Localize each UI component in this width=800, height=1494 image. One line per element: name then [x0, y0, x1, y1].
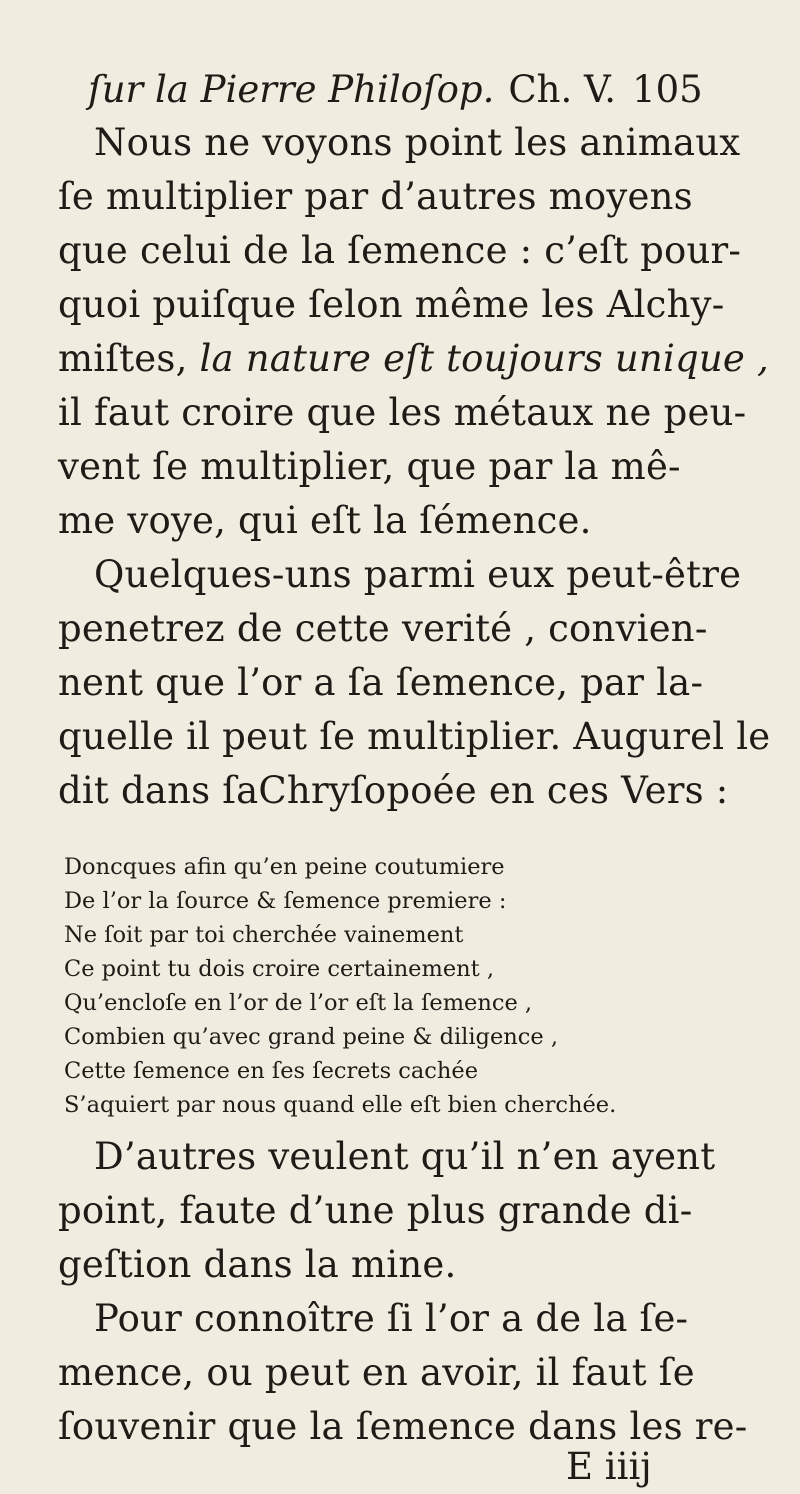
verse-line: Doncques afin qu’en peine coutumiere [64, 854, 505, 880]
text-line: ſe multiplier par d’autres moyens [58, 175, 693, 218]
text-line: me voye, qui eſt la ſémence. [58, 499, 592, 542]
text-line: Pour connoître ſi l’or a de la ſe- [94, 1297, 689, 1340]
verse-line: Qu’encloſe en l’or de l’or eſt la ſemence , [64, 990, 533, 1016]
text-line: il faut croire que les métaux ne peu- [58, 391, 747, 434]
verse-line: S’aquiert par nous quand elle eſt bien cherchée. [64, 1092, 617, 1118]
text-line: ſouvenir que la ſemence dans les re- [58, 1405, 748, 1448]
page-number: 105 [632, 68, 703, 111]
text-line [58, 332, 798, 386]
text-line: geſtion dans la mine. [58, 1243, 457, 1286]
text-line: quelle il peut ſe multiplier. Augurel le [58, 715, 771, 758]
signature-mark: E iiij [566, 1445, 652, 1488]
text-line: que celui de la ſemence : c’eſt pour- [58, 229, 742, 272]
verse-line: Ce point tu dois croire certainement , [64, 956, 494, 982]
running-title: ſur la Pierre Philoſop. [88, 68, 495, 111]
text-line: point, faute d’une plus grande di- [58, 1189, 693, 1232]
running-header [88, 68, 728, 122]
text-line: Nous ne voyons point les animaux [94, 121, 741, 164]
verse-line: Ne ſoit par toi cherchée vainement [64, 922, 464, 948]
italic-phrase: la nature eſt toujours unique , [199, 337, 769, 380]
verse-line: Cette ſemence en ſes ſecrets cachée [64, 1058, 479, 1084]
verse-line: De l’or la ſource & ſemence premiere : [64, 888, 507, 914]
text-line: mence, ou peut en avoir, il faut ſe [58, 1351, 695, 1394]
chapter-label: Ch. V. [508, 68, 617, 111]
text-line: penetrez de cette verité , convien- [58, 607, 708, 650]
text-line: vent ſe multiplier, que par la mê- [58, 445, 681, 488]
text-line: quoi puiſque ſelon même les Alchy- [58, 283, 725, 326]
text-fragment: miſtes, [58, 337, 200, 380]
text-line: nent que l’or a ſa ſemence, par la- [58, 661, 704, 704]
text-line: Quelques-uns parmi eux peut-être [94, 553, 742, 596]
text-line: D’autres veulent qu’il n’en ayent [94, 1135, 716, 1178]
text-line: dit dans ſaChryſopoée en ces Vers : [58, 769, 729, 812]
verse-line: Combien qu’avec grand peine & diligence , [64, 1024, 558, 1050]
